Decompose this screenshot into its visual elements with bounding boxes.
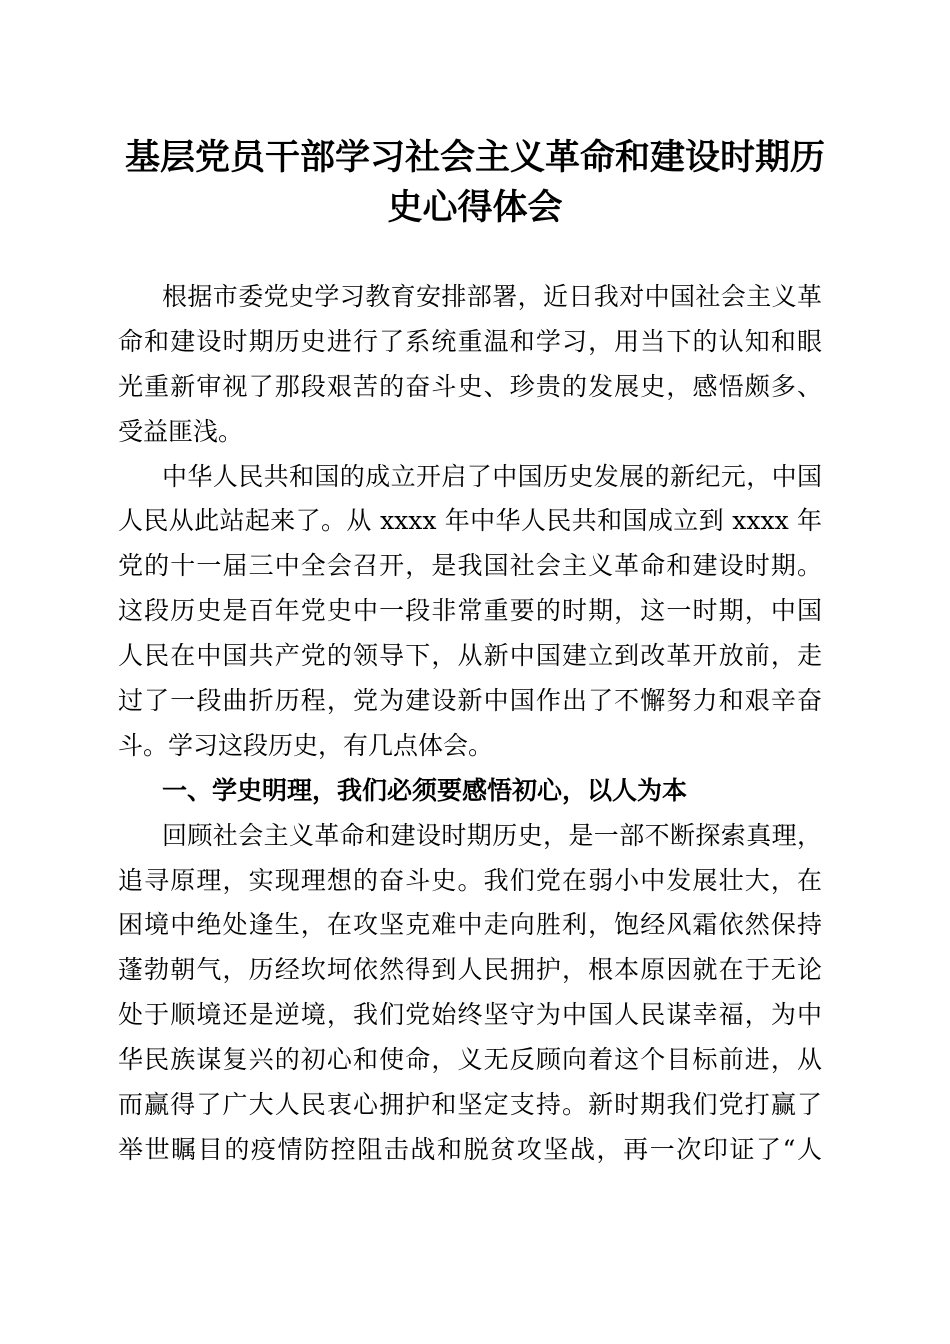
title-line: 史心得体会 bbox=[387, 187, 563, 228]
paragraph-line: 华民族谋复兴的初心和使命，义无反顾向着这个目标前进，从 bbox=[118, 1045, 822, 1075]
document-body bbox=[118, 275, 822, 1173]
paragraph-line: 困境中绝处逢生，在攻坚克难中走向胜利，饱经风霜依然保持 bbox=[118, 910, 822, 940]
document-title bbox=[100, 133, 850, 233]
paragraph-line: 举世瞩目的疫情防控阻击战和脱贫攻坚战，再一次印证了“人 bbox=[118, 1134, 822, 1164]
paragraph-line: 处于顺境还是逆境，我们党始终坚守为中国人民谋幸福，为中 bbox=[118, 1000, 822, 1030]
paragraph-line: 蓬勃朝气，历经坎坷依然得到人民拥护，根本原因就在于无论 bbox=[118, 955, 822, 985]
paragraph-line: 中华人民共和国的成立开启了中国历史发展的新纪元，中国 bbox=[162, 461, 822, 491]
paragraph-line: 受益匪浅。 bbox=[118, 416, 244, 446]
section-heading bbox=[118, 769, 822, 814]
paragraph-line: 根据市委党史学习教育安排部署，近日我对中国社会主义革 bbox=[162, 282, 822, 311]
paragraph-line: 一、学史明理，我们必须要感悟初心，以人为本 bbox=[162, 775, 688, 805]
paragraph-line: 追寻原理，实现理想的奋斗史。我们党在弱小中发展壮大，在 bbox=[118, 865, 822, 895]
paragraph-line: 斗。学习这段历史，有几点体会。 bbox=[118, 730, 494, 760]
paragraph bbox=[118, 455, 822, 769]
paragraph bbox=[118, 814, 822, 1173]
paragraph-line: 人民从此站起来了。从 xxxx 年中华人民共和国成立到 xxxx 年 bbox=[118, 506, 822, 536]
paragraph-line: 党的十一届三中全会召开，是我国社会主义革命和建设时期。 bbox=[118, 551, 822, 581]
paragraph-line: 回顾社会主义革命和建设时期历史，是一部不断探索真理， bbox=[162, 820, 822, 850]
paragraph-line: 这段历史是百年党史中一段非常重要的时期，这一时期，中国 bbox=[118, 596, 822, 626]
title-line: 基层党员干部学习社会主义革命和建设时期历 bbox=[124, 137, 825, 178]
paragraph-line: 而赢得了广大人民衷心拥护和坚定支持。新时期我们党打赢了 bbox=[118, 1090, 822, 1120]
paragraph-line: 光重新审视了那段艰苦的奋斗史、珍贵的发展史，感悟颇多、 bbox=[118, 371, 822, 401]
paragraph-line: 过了一段曲折历程，党为建设新中国作出了不懈努力和艰辛奋 bbox=[118, 686, 822, 716]
paragraph-line: 命和建设时期历史进行了系统重温和学习，用当下的认知和眼 bbox=[118, 326, 822, 356]
paragraph bbox=[118, 275, 822, 455]
paragraph-line: 人民在中国共产党的领导下，从新中国建立到改革开放前，走 bbox=[118, 641, 822, 671]
